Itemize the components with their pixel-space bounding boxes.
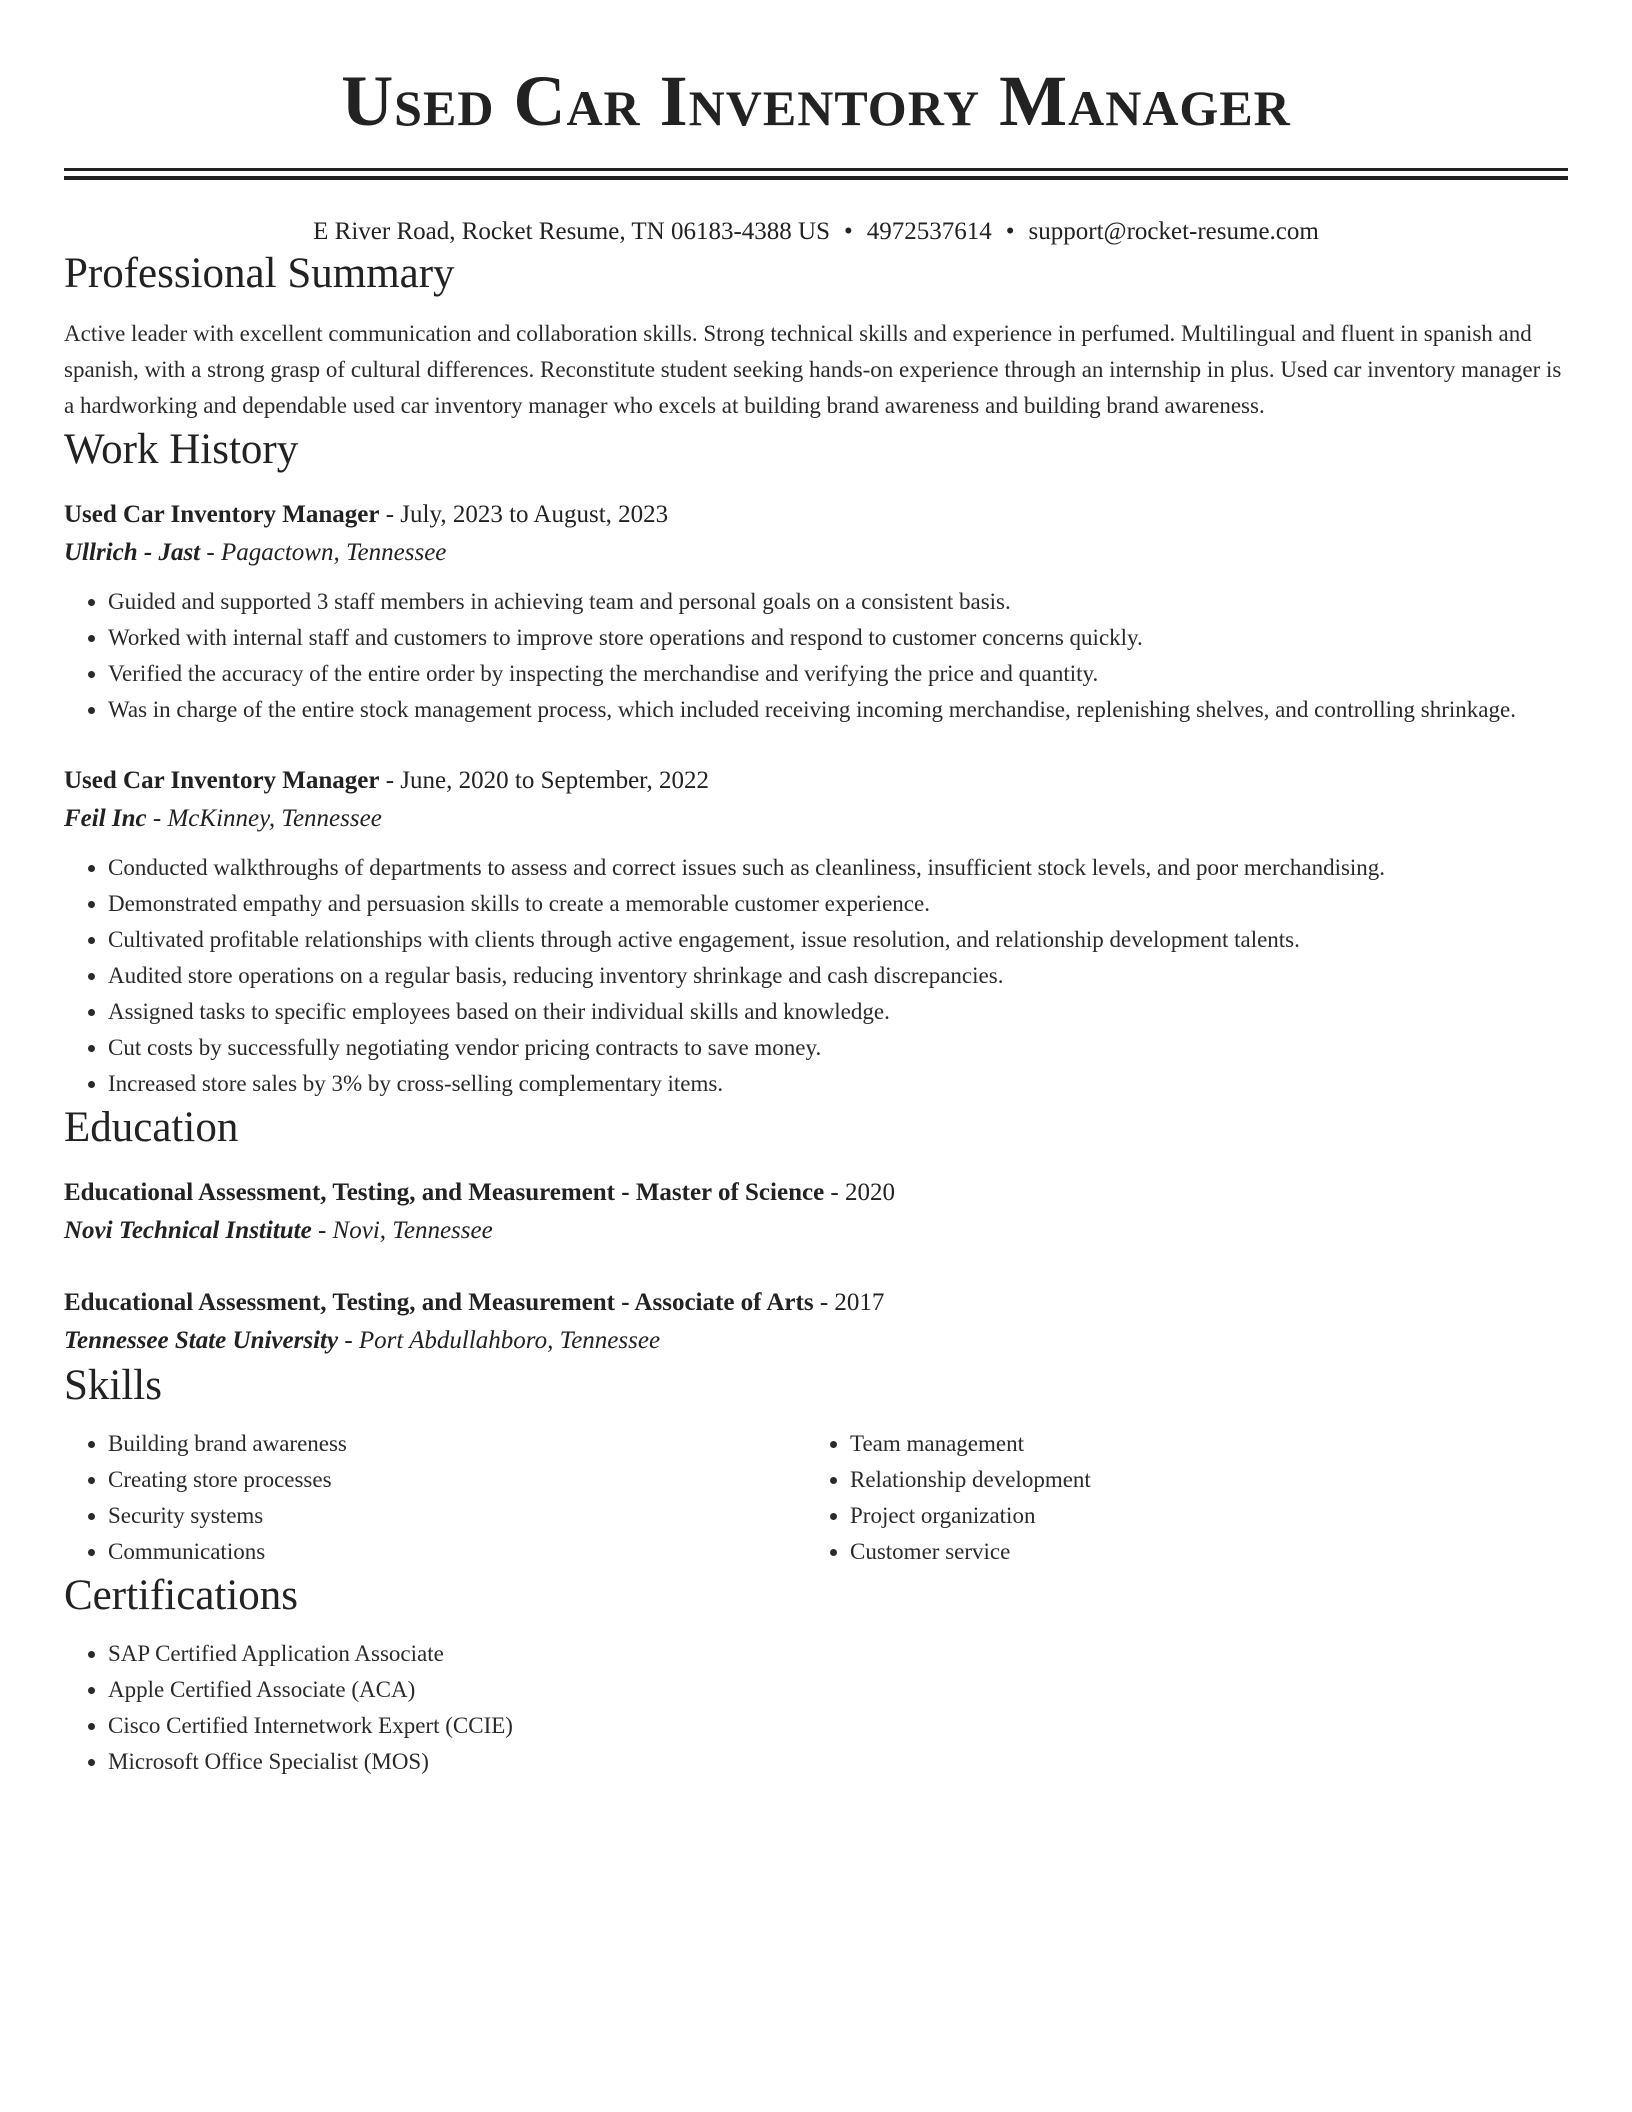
list-item: • Microsoft Office Specialist (MOS): [108, 1744, 1568, 1780]
job-company-line: [64, 534, 1568, 572]
education-year: - 2020: [824, 1179, 895, 1206]
header-rule-top: [64, 168, 1568, 171]
job-entry: [64, 762, 1568, 1102]
job-dates: - June, 2020 to September, 2022: [379, 767, 709, 794]
skills-column-right: [806, 1426, 1548, 1570]
list-item: • Customer service: [850, 1534, 1548, 1570]
skills-column-left: [64, 1426, 806, 1570]
list-item: • Security systems: [108, 1498, 806, 1534]
job-dates: - July, 2023 to August, 2023: [379, 501, 669, 528]
job-company: Feil Inc: [64, 805, 147, 832]
list-item: • Cut costs by successfully negotiating vendor pricing contracts to save money.: [108, 1030, 1568, 1066]
education-school: Tennessee State University: [64, 1327, 339, 1354]
list-item: • Cultivated profitable relationships with clients through active engagement, issue resolution, and relationship development talents.: [108, 922, 1568, 958]
list-item: • Team management: [850, 1426, 1548, 1462]
job-entry: [64, 496, 1568, 728]
education-school-line: [64, 1212, 1568, 1250]
skills-grid: [64, 1426, 1568, 1570]
header-rule-bottom: [64, 176, 1568, 180]
skills-list: [806, 1426, 1548, 1570]
list-item: • Building brand awareness: [108, 1426, 806, 1462]
job-bullets: [64, 584, 1568, 728]
skills-heading: Skills: [64, 1362, 162, 1409]
summary-text: Active leader with excellent communication and collaboration skills. Strong technical skills and experience in perfumed. Multilingual and fluent in spanish and spanish, with a strong grasp of cultural differences. Reconstitute student seeking hands-on experience through an internship in plus. Used car inventory manager is a hardworking and dependable used car inventory manager who excels at building brand awareness and building brand awareness.: [64, 321, 1562, 418]
contact-address: E River Road, Rocket Resume, TN 06183-4388 US: [313, 218, 831, 245]
list-item: • Cisco Certified Internetwork Expert (CCIE): [108, 1708, 1568, 1744]
list-item: • Increased store sales by 3% by cross-selling complementary items.: [108, 1066, 1568, 1102]
list-item: • Worked with internal staff and customers to improve store operations and respond to customer concerns quickly.: [108, 620, 1568, 656]
job-title-line: [64, 762, 1568, 800]
education-degree: Educational Assessment, Testing, and Measurement - Associate of Arts: [64, 1289, 814, 1316]
list-item: • SAP Certified Application Associate: [108, 1636, 1568, 1672]
job-company: Ullrich - Jast: [64, 539, 201, 566]
education-degree-line: [64, 1174, 1568, 1212]
skills-list: [64, 1426, 806, 1570]
education-year: - 2017: [813, 1289, 885, 1316]
list-item: • Apple Certified Associate (ACA): [108, 1672, 1568, 1708]
job-role: Used Car Inventory Manager: [64, 767, 380, 794]
education-entry: [64, 1174, 1568, 1250]
education-heading: Education: [64, 1104, 239, 1151]
list-item: • Project organization: [850, 1498, 1548, 1534]
contact-separator: •: [1005, 218, 1015, 245]
education-school: Novi Technical Institute: [64, 1217, 312, 1244]
certifications-heading: Certifications: [64, 1572, 299, 1619]
contact-line: [64, 216, 1568, 248]
list-item: • Was in charge of the entire stock management process, which included receiving incoming merchandise, replenishing shelves, and controlling shrinkage.: [108, 692, 1568, 728]
education-degree: Educational Assessment, Testing, and Measurement - Master of Science: [64, 1179, 825, 1206]
education-location: - Port Abdullahboro, Tennessee: [338, 1327, 661, 1354]
education-school-line: [64, 1322, 1568, 1360]
list-item: • Relationship development: [850, 1462, 1548, 1498]
list-item: • Creating store processes: [108, 1462, 806, 1498]
job-role: Used Car Inventory Manager: [64, 501, 380, 528]
list-item: • Conducted walkthroughs of departments to assess and correct issues such as cleanliness, insufficient stock levels, and poor merchandising.: [108, 850, 1568, 886]
list-item: • Communications: [108, 1534, 806, 1570]
job-bullets: [64, 850, 1568, 1102]
education-location: - Novi, Tennessee: [311, 1217, 493, 1244]
resume-name: Used Car Inventory Manager: [341, 61, 1291, 141]
list-item: • Assigned tasks to specific employees based on their individual skills and knowledge.: [108, 994, 1568, 1030]
job-company-line: [64, 800, 1568, 838]
job-title-line: [64, 496, 1568, 534]
education-degree-line: [64, 1284, 1568, 1322]
contact-email[interactable]: support@rocket-resume.com: [1028, 218, 1319, 245]
work-history-heading: Work History: [64, 426, 299, 473]
summary-heading: Professional Summary: [64, 250, 455, 297]
job-location: - McKinney, Tennessee: [146, 805, 382, 832]
list-item: • Demonstrated empathy and persuasion skills to create a memorable customer experience.: [108, 886, 1568, 922]
certifications-list: [64, 1636, 1568, 1780]
list-item: • Verified the accuracy of the entire order by inspecting the merchandise and verifying the price and quantity.: [108, 656, 1568, 692]
list-item: • Audited store operations on a regular basis, reducing inventory shrinkage and cash discrepancies.: [108, 958, 1568, 994]
education-entry: [64, 1284, 1568, 1360]
list-item: • Guided and supported 3 staff members in achieving team and personal goals on a consistent basis.: [108, 584, 1568, 620]
contact-separator: •: [844, 218, 853, 245]
job-location: - Pagactown, Tennessee: [200, 539, 447, 566]
contact-phone: 4972537614: [866, 218, 992, 245]
